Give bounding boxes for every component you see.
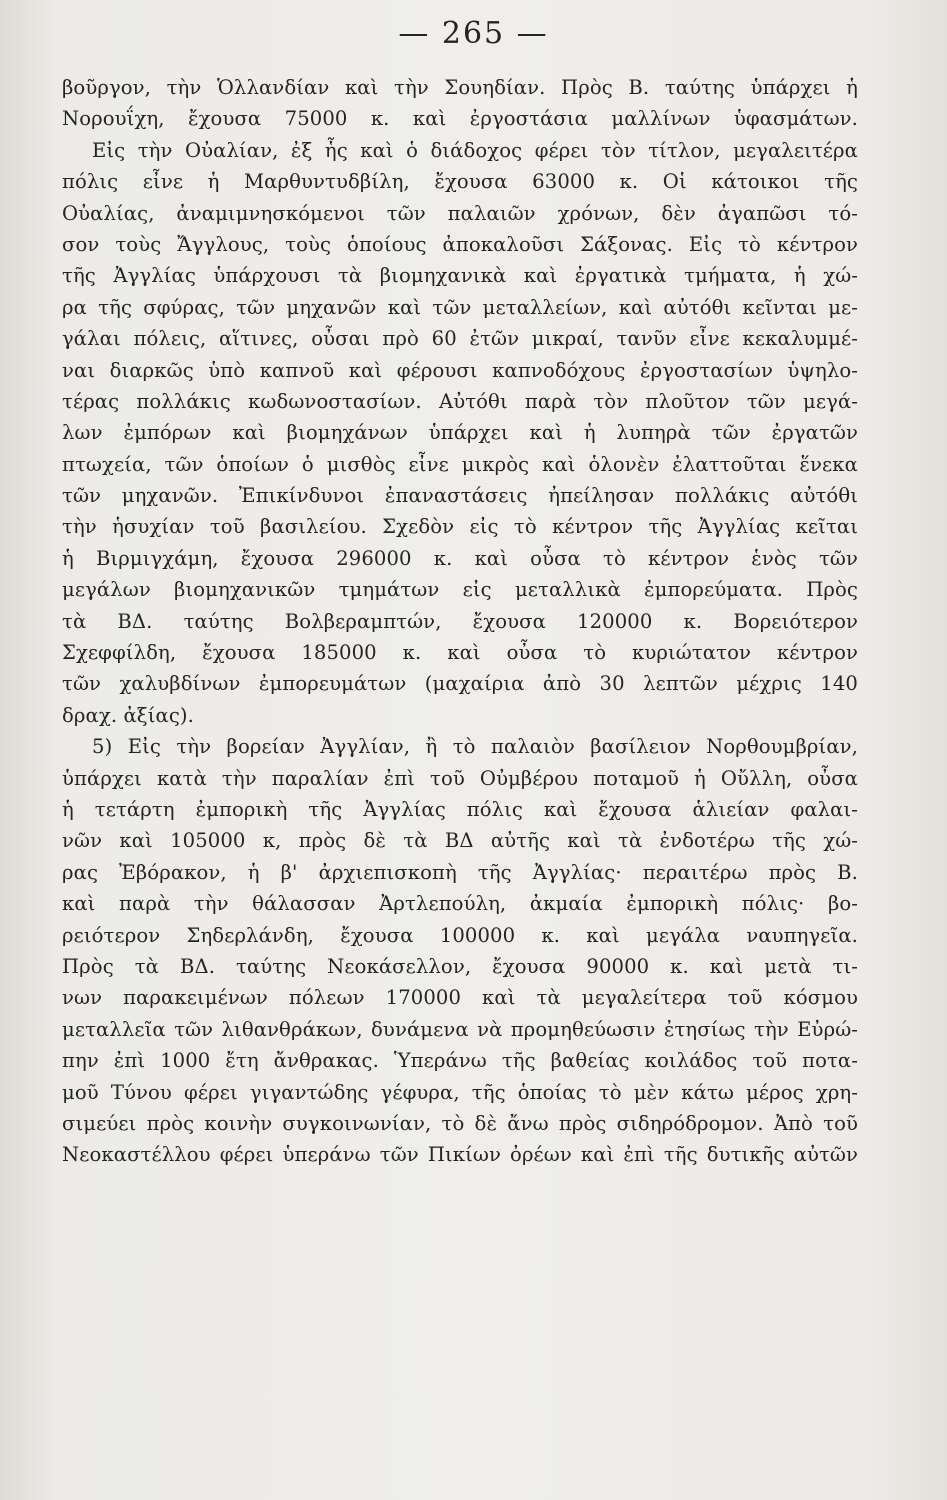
body-text: [62, 72, 858, 1171]
text-line: τῆς Ἀγγλίας ὑπάρχουσι τὰ βιομηχανικὰ καὶ ἐργατικὰ τμήματα, ἡ χώ-: [62, 264, 858, 288]
text-line: ρα τῆς σφύρας, τῶν μηχανῶν καὶ τῶν μεταλλείων, καὶ αὐτόθι κεῖνται με-: [62, 295, 858, 319]
text-line: ναι διαρκῶς ὑπὸ καπνοῦ καὶ φέρουσι καπνοδόχους ἐργοστασίων ὑψηλο-: [62, 358, 858, 382]
text-line: ἡ τετάρτη ἐμπορικὴ τῆς Ἀγγλίας πόλις καὶ ἔχουσα ἁλιείαν φαλαι-: [62, 797, 858, 821]
text-line: λων ἐμπόρων καὶ βιομηχάνων ὑπάρχει καὶ ἡ λυπηρὰ τῶν ἐργατῶν: [62, 421, 858, 445]
text-line: ἡ Βιρμιγχάμη, ἔχουσα 296000 κ. καὶ οὖσα τὸ κέντρον ἑνὸς τῶν: [62, 546, 858, 570]
text-line: νων παρακειμένων πόλεων 170000 καὶ τὰ μεγαλείτερα τοῦ κόσμου: [62, 986, 858, 1010]
page-number: — 265 —: [398, 16, 549, 51]
text-line: ὑπάρχει κατὰ τὴν παραλίαν ἐπὶ τοῦ Οὐμβέρου ποταμοῦ ἡ Οὔλλη, οὖσα: [62, 766, 858, 790]
text-line: Πρὸς τὰ ΒΔ. ταύτης Νεοκάσελλον, ἔχουσα 90000 κ. καὶ μετὰ τι-: [62, 954, 858, 978]
text-line: μοῦ Τύνου φέρει γιγαντώδης γέφυρα, τῆς ὁποίας τὸ μὲν κάτω μέρος χρη-: [62, 1080, 858, 1104]
text-line: Νεοκαστέλλου φέρει ὑπεράνω τῶν Πικίων ὀρέων καὶ ἐπὶ τῆς δυτικῆς αὐτῶν: [62, 1143, 858, 1167]
paragraph-start-line: Εἰς τὴν Οὐαλίαν, ἐξ ἧς καὶ ὁ διάδοχος φέρει τὸν τίτλον, μεγαλειτέρα: [92, 138, 858, 162]
text-line: Νορουΐχη, ἔχουσα 75000 κ. καὶ ἐργοστάσια μαλλίνων ὑφασμάτων.: [62, 107, 858, 131]
text-line: ρειότερον Σηδερλάνδη, ἔχουσα 100000 κ. καὶ μεγάλα ναυπηγεῖα.: [62, 923, 858, 947]
text-line: τῶν χαλυβδίνων ἐμπορευμάτων (μαχαίρια ἀπὸ 30 λεπτῶν μέχρις 140: [62, 672, 858, 696]
text-line: τέρας πολλάκις κωδωνοστασίων. Αὐτόθι παρὰ τὸν πλοῦτον τῶν μεγά-: [62, 389, 858, 413]
text-line: μεταλλεῖα τῶν λιθανθράκων, δυνάμενα νὰ προμηθεύωσιν ἐτησίως τὴν Εὐρώ-: [62, 1017, 858, 1041]
text-line: γάλαι πόλεις, αἵτινες, οὖσαι πρὸ 60 ἐτῶν μικραί, τανῦν εἶνε κεκαλυμμέ-: [62, 327, 858, 351]
paragraph-end-line: δραχ. ἀξίας).: [62, 703, 194, 727]
text-line: Οὐαλίας, ἀναμιμνησκόμενοι τῶν παλαιῶν χρόνων, δὲν ἀγαπῶσι τό-: [62, 201, 858, 225]
text-line: τὰ ΒΔ. ταύτης Βολβεραμπτών, ἔχουσα 120000 κ. Βορειότερον: [62, 609, 858, 633]
text-line: μεγάλων βιομηχανικῶν τμημάτων εἰς μεταλλικὰ ἐμπορεύματα. Πρὸς: [62, 578, 858, 602]
text-line: τῶν μηχανῶν. Ἐπικίνδυνοι ἐπαναστάσεις ἠπείλησαν πολλάκις αὐτόθι: [62, 484, 858, 508]
text-line: σιμεύει πρὸς κοινὴν συγκοινωνίαν, τὸ δὲ ἄνω πρὸς σιδηρόδρομον. Ἀπὸ τοῦ: [62, 1111, 858, 1135]
text-line: σον τοὺς Ἄγγλους, τοὺς ὁποίους ἀποκαλοῦσι Σάξονας. Εἰς τὸ κέντρον: [62, 232, 858, 256]
text-line: πτωχεία, τῶν ὁποίων ὁ μισθὸς εἶνε μικρὸς καὶ ὁλονὲν ἐλαττοῦται ἕνεκα: [62, 452, 858, 476]
text-line: βοῦργον, τὴν Ὁλλανδίαν καὶ τὴν Σουηδίαν. Πρὸς Β. ταύτης ὑπάρχει ἡ: [62, 76, 858, 99]
text-line: πην ἐπὶ 1000 ἔτη ἄνθρακας. Ὑπεράνω τῆς βαθείας κοιλάδος τοῦ ποτα-: [62, 1049, 858, 1073]
text-line: καὶ παρὰ τὴν θάλασσαν Ἀρτλεπούλη, ἀκμαία ἐμπορικὴ πόλις· βο-: [62, 892, 858, 916]
text-line: τὴν ἡσυχίαν τοῦ βασιλείου. Σχεδὸν εἰς τὸ κέντρον τῆς Ἀγγλίας κεῖται: [62, 515, 858, 539]
text-line: πόλις εἶνε ἡ Μαρθυντυδβίλη, ἔχουσα 63000 κ. Οἱ κάτοικοι τῆς: [62, 170, 858, 194]
paragraph-start-line: 5) Εἰς τὴν βορείαν Ἀγγλίαν, ἢ τὸ παλαιὸν βασίλειον Νορθουμβρίαν,: [92, 735, 858, 759]
text-line: νῶν καὶ 105000 κ, πρὸς δὲ τὰ ΒΔ αὐτῆς καὶ τὰ ἐνδοτέρω τῆς χώ-: [62, 829, 858, 853]
text-line: ρας Ἐβόρακον, ἡ β' ἀρχιεπισκοπὴ τῆς Ἀγγλίας· περαιτέρω πρὸς Β.: [62, 860, 858, 884]
text-line: Σχεφφίλδη, ἔχουσα 185000 κ. καὶ οὖσα τὸ κυριώτατον κέντρον: [62, 641, 858, 665]
